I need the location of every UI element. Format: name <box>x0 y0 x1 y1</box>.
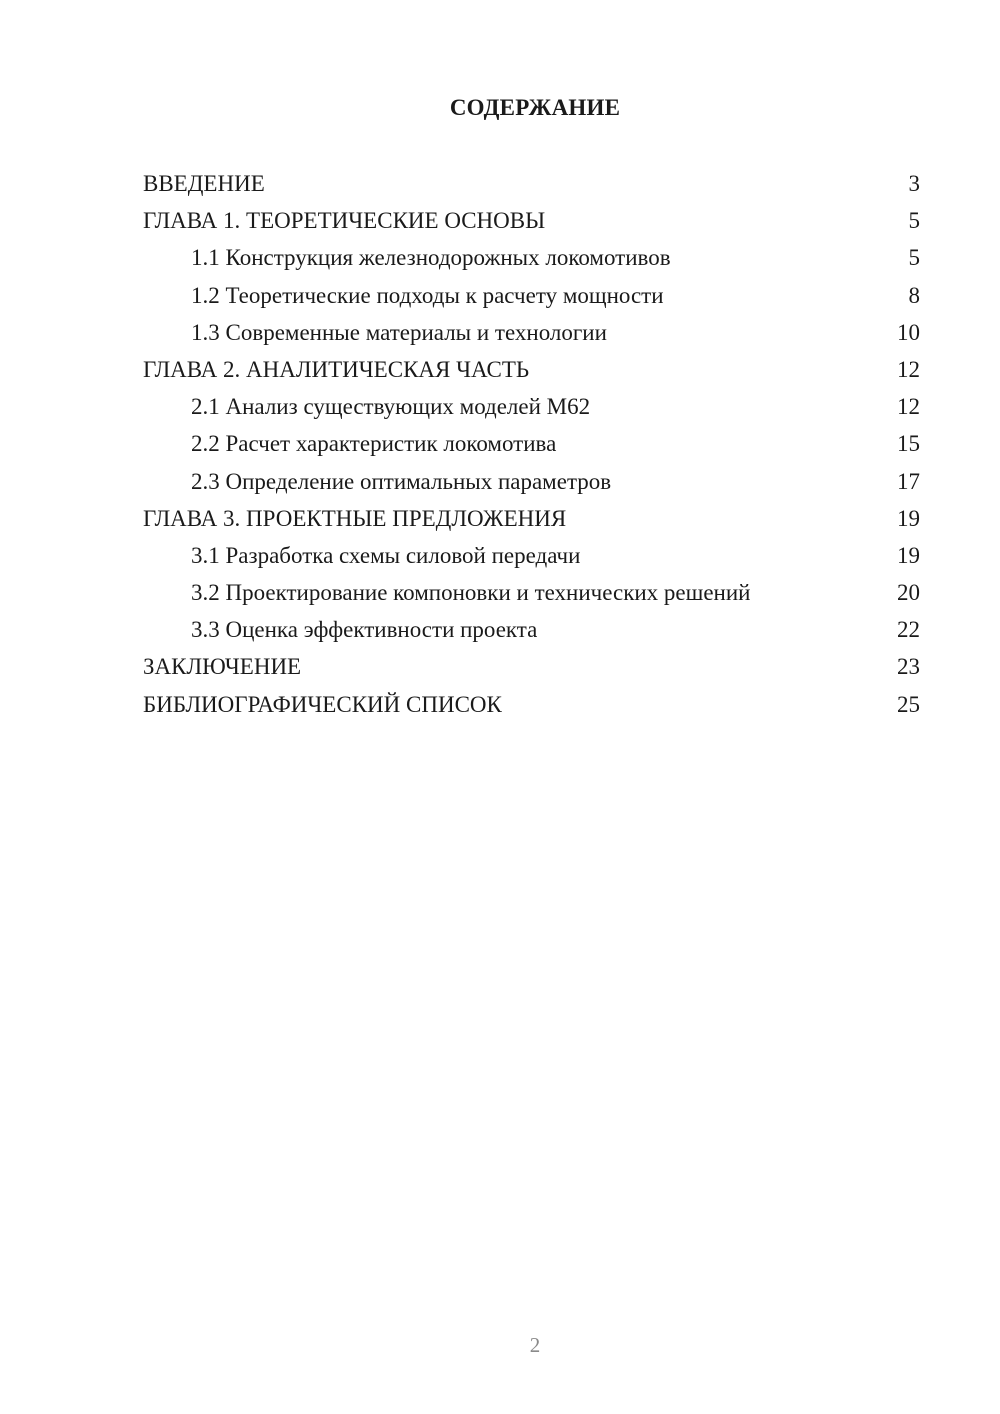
toc-entry-page: 20 <box>897 580 920 606</box>
toc-entry-chapter-3[interactable] <box>143 500 920 537</box>
toc-entry-page: 12 <box>897 394 920 420</box>
toc-entry-section-2-1[interactable] <box>143 388 920 425</box>
toc-entry-label: 1.3 Современные материалы и технологии <box>191 319 607 345</box>
toc-entry-label: ГЛАВА 1. ТЕОРЕТИЧЕСКИЕ ОСНОВЫ <box>143 208 546 234</box>
toc-entry-page: 25 <box>897 691 920 717</box>
toc-entry-label: 3.2 Проектирование компоновки и технических решений <box>191 580 751 606</box>
toc-entry-chapter-1[interactable] <box>143 202 920 239</box>
toc-entry-introduction[interactable] <box>143 165 920 202</box>
toc-entry-page: 3 <box>908 171 920 196</box>
toc-list <box>143 165 920 723</box>
toc-entry-label: 1.2 Теоретические подходы к расчету мощности <box>191 282 664 308</box>
toc-entry-label: БИБЛИОГРАФИЧЕСКИЙ СПИСОК <box>143 691 502 717</box>
toc-entry-label: 3.3 Оценка эффективности проекта <box>191 617 538 643</box>
toc-entry-page: 10 <box>897 319 920 345</box>
toc-entry-label: ГЛАВА 3. ПРОЕКТНЫЕ ПРЕДЛОЖЕНИЯ <box>143 505 567 531</box>
toc-entry-page: 5 <box>908 245 920 271</box>
toc-entry-label: ВВЕДЕНИЕ <box>143 171 265 196</box>
toc-entry-section-1-2[interactable] <box>143 277 920 314</box>
page-number: 2 <box>529 1333 541 1357</box>
toc-entry-label: ГЛАВА 2. АНАЛИТИЧЕСКАЯ ЧАСТЬ <box>143 356 530 382</box>
toc-entry-label: 2.1 Анализ существующих моделей М62 <box>191 394 591 420</box>
toc-entry-page: 5 <box>908 208 920 234</box>
toc-entry-label: ЗАКЛЮЧЕНИЕ <box>143 654 302 680</box>
toc-entry-conclusion[interactable] <box>143 648 920 685</box>
toc-entry-section-3-3[interactable] <box>143 611 920 648</box>
toc-title: СОДЕРЖАНИЕ <box>449 95 621 120</box>
toc-entry-label: 2.2 Расчет характеристик локомотива <box>191 431 557 457</box>
toc-entry-page: 19 <box>897 542 920 568</box>
toc-entry-section-1-3[interactable] <box>143 314 920 351</box>
toc-entry-page: 12 <box>897 356 920 382</box>
toc-entry-page: 22 <box>897 617 920 643</box>
toc-entry-page: 8 <box>908 282 920 308</box>
toc-entry-chapter-2[interactable] <box>143 351 920 388</box>
toc-entry-label: 2.3 Определение оптимальных параметров <box>191 468 612 494</box>
toc-entry-page: 19 <box>897 505 920 531</box>
toc-entry-page: 17 <box>897 468 920 494</box>
toc-entry-section-1-1[interactable] <box>143 239 920 276</box>
toc-entry-section-3-1[interactable] <box>143 537 920 574</box>
toc-entry-section-3-2[interactable] <box>143 574 920 611</box>
toc-entry-bibliography[interactable] <box>143 686 920 723</box>
toc-entry-section-2-2[interactable] <box>143 425 920 462</box>
toc-entry-label: 1.1 Конструкция железнодорожных локомотивов <box>191 245 671 271</box>
toc-entry-section-2-3[interactable] <box>143 463 920 500</box>
toc-entry-label: 3.1 Разработка схемы силовой передачи <box>191 542 581 568</box>
toc-entry-page: 15 <box>897 431 920 457</box>
toc-entry-page: 23 <box>897 654 920 680</box>
